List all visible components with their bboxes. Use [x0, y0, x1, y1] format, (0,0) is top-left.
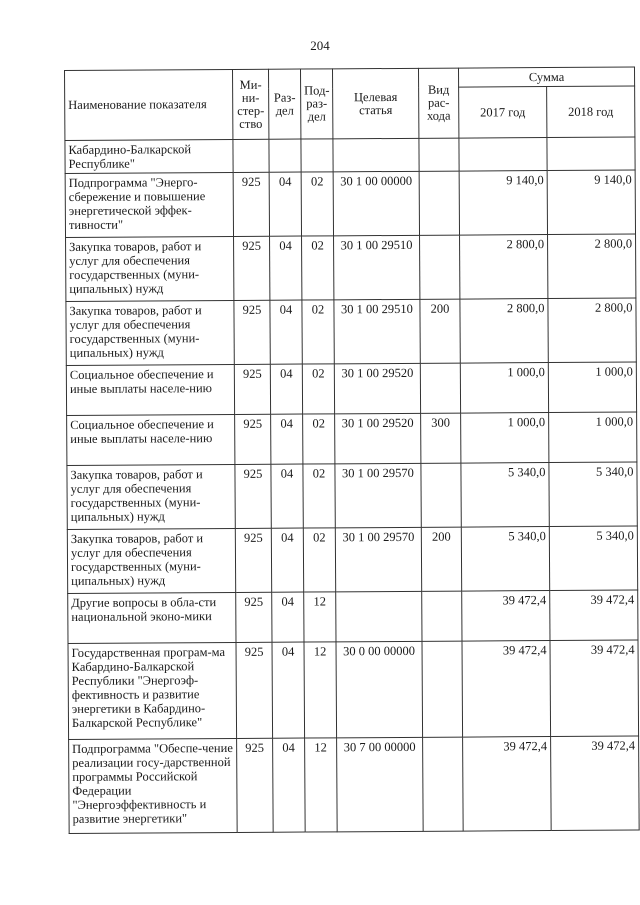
row-expense: 200 — [420, 299, 460, 363]
row-2018: 2 800,0 — [548, 234, 636, 299]
header-sum: Сумма — [458, 67, 634, 87]
row-2018: 1 000,0 — [548, 362, 636, 413]
row-2017: 2 800,0 — [460, 235, 548, 300]
row-subsection: 02 — [302, 300, 334, 364]
row-name: Закупка товаров, работ и услуг для обеспечения государственных (муни-ципальных) нужд — [66, 236, 234, 301]
row-2017: 2 800,0 — [460, 299, 548, 364]
row-section: 04 — [272, 592, 304, 642]
row-2018: 1 000,0 — [549, 412, 637, 463]
row-ministry: 925 — [234, 300, 270, 364]
row-2018 — [547, 137, 635, 171]
table-row — [65, 170, 635, 237]
row-ministry: 925 — [235, 464, 271, 528]
row-section: 04 — [273, 738, 306, 832]
row-target — [333, 138, 419, 172]
row-subsection: 02 — [302, 364, 334, 414]
row-name: Закупка товаров, работ и услуг для обеспечения государственных (муни-ципальных) нужд — [66, 300, 234, 365]
table-row — [66, 234, 636, 301]
row-name: Подпрограмма "Энерго-сбережение и повышение энергетической эффек-тивности" — [65, 172, 233, 237]
row-section: 04 — [269, 172, 301, 236]
row-2017: 1 000,0 — [460, 363, 548, 414]
header-subsection: Под- раз- дел — [300, 69, 332, 139]
row-target: 30 7 00 00000 — [337, 737, 424, 832]
row-target: 30 1 00 00000 — [333, 171, 419, 236]
row-2018: 2 800,0 — [548, 298, 636, 363]
row-section — [269, 139, 301, 172]
row-subsection: 12 — [304, 642, 337, 738]
row-expense — [423, 737, 464, 831]
row-ministry — [233, 139, 269, 172]
row-section: 04 — [272, 642, 305, 738]
row-target: 30 1 00 29520 — [334, 363, 420, 414]
row-subsection: 02 — [303, 528, 335, 592]
row-ministry: 925 — [237, 738, 274, 832]
row-name: Социальное обеспечение и иные выплаты населе-нию — [66, 364, 234, 415]
row-target: 30 0 00 00000 — [336, 641, 423, 738]
table-row — [68, 590, 638, 643]
row-2017: 9 140,0 — [459, 171, 547, 236]
row-ministry: 925 — [235, 528, 271, 592]
header-target-article: Целевая статья — [332, 68, 418, 139]
row-subsection: 02 — [303, 464, 335, 528]
row-target — [336, 591, 422, 642]
row-section: 04 — [270, 300, 302, 364]
row-name: Другие вопросы в обла-сти национальной эконо-мики — [68, 592, 236, 643]
row-2017: 39 472,4 — [462, 591, 550, 642]
budget-table — [64, 67, 640, 834]
row-2017: 5 340,0 — [461, 527, 549, 592]
table-row — [67, 462, 637, 529]
row-expense — [419, 138, 459, 171]
header-year-2018: 2018 год — [547, 86, 635, 138]
row-2018: 5 340,0 — [549, 526, 637, 591]
row-section: 04 — [270, 364, 302, 414]
row-expense — [419, 171, 459, 235]
row-name: Закупка товаров, работ и услуг для обеспечения государственных (муни-ципальных) нужд — [67, 464, 235, 529]
row-subsection: 12 — [304, 592, 336, 642]
row-ministry: 925 — [235, 414, 271, 464]
row-expense: 300 — [421, 413, 461, 463]
row-target: 30 1 00 29570 — [335, 463, 421, 528]
row-expense — [421, 463, 461, 527]
row-ministry: 925 — [234, 364, 270, 414]
row-name: Государственная програм-ма Кабардино-Балкарской Республики "Энергоэф-фективность и развитие энергетики в Кабардино-Балкарской Республике" — [68, 642, 237, 739]
row-2018: 5 340,0 — [549, 462, 637, 527]
row-ministry: 925 — [236, 642, 273, 738]
row-2017: 5 340,0 — [461, 463, 549, 528]
row-subsection: 02 — [303, 414, 335, 464]
row-expense — [422, 591, 462, 641]
header-year-2017: 2017 год — [459, 87, 547, 139]
row-ministry: 925 — [233, 172, 269, 236]
table-row — [65, 137, 635, 173]
row-name: Социальное обеспечение и иные выплаты населе-нию — [67, 414, 235, 465]
row-2018: 39 472,4 — [550, 640, 639, 737]
header-ministry: Ми- ни- стер- ство — [232, 69, 268, 139]
table-row — [68, 640, 639, 739]
row-section: 04 — [271, 464, 303, 528]
row-expense — [420, 363, 460, 413]
row-2018: 39 472,4 — [550, 590, 638, 641]
table-row — [67, 412, 637, 465]
row-2017: 39 472,4 — [462, 641, 551, 738]
row-2018: 39 472,4 — [551, 736, 640, 831]
row-2017 — [459, 138, 547, 172]
row-name: Закупка товаров, работ и услуг для обеспечения государственных (муни-ципальных) нужд — [67, 528, 235, 593]
row-2017: 39 472,4 — [463, 737, 552, 832]
row-section: 04 — [270, 236, 302, 300]
header-expense-type: Вид рас- хода — [418, 68, 458, 138]
row-target: 30 1 00 29570 — [335, 527, 421, 592]
row-section: 04 — [271, 528, 303, 592]
table-row — [67, 526, 637, 593]
row-subsection: 12 — [305, 738, 338, 832]
row-subsection: 02 — [301, 172, 333, 236]
row-name: Подпрограмма "Обеспе-чение реализации госу-дарственной программы Российской Федерации "Энергоэффективность и развитие энергетики" — [69, 738, 238, 833]
row-2018: 9 140,0 — [547, 170, 635, 235]
row-expense — [422, 641, 463, 737]
row-section: 04 — [271, 414, 303, 464]
header-section: Раз- дел — [268, 69, 300, 139]
row-subsection: 02 — [302, 236, 334, 300]
row-2017: 1 000,0 — [461, 413, 549, 464]
row-target: 30 1 00 29510 — [334, 235, 420, 300]
row-ministry: 925 — [236, 592, 272, 642]
table-row — [66, 362, 636, 415]
row-target: 30 1 00 29520 — [335, 413, 421, 464]
row-ministry: 925 — [234, 236, 270, 300]
table-row — [69, 736, 640, 833]
row-expense: 200 — [421, 527, 461, 591]
header-name: Наименование показателя — [65, 69, 233, 140]
row-name: Кабардино-Балкарской Республике" — [65, 139, 233, 173]
page-number: 204 — [310, 38, 330, 53]
row-expense — [420, 235, 460, 299]
table-row — [66, 298, 636, 365]
row-subsection — [301, 139, 333, 172]
row-target: 30 1 00 29510 — [334, 299, 420, 364]
